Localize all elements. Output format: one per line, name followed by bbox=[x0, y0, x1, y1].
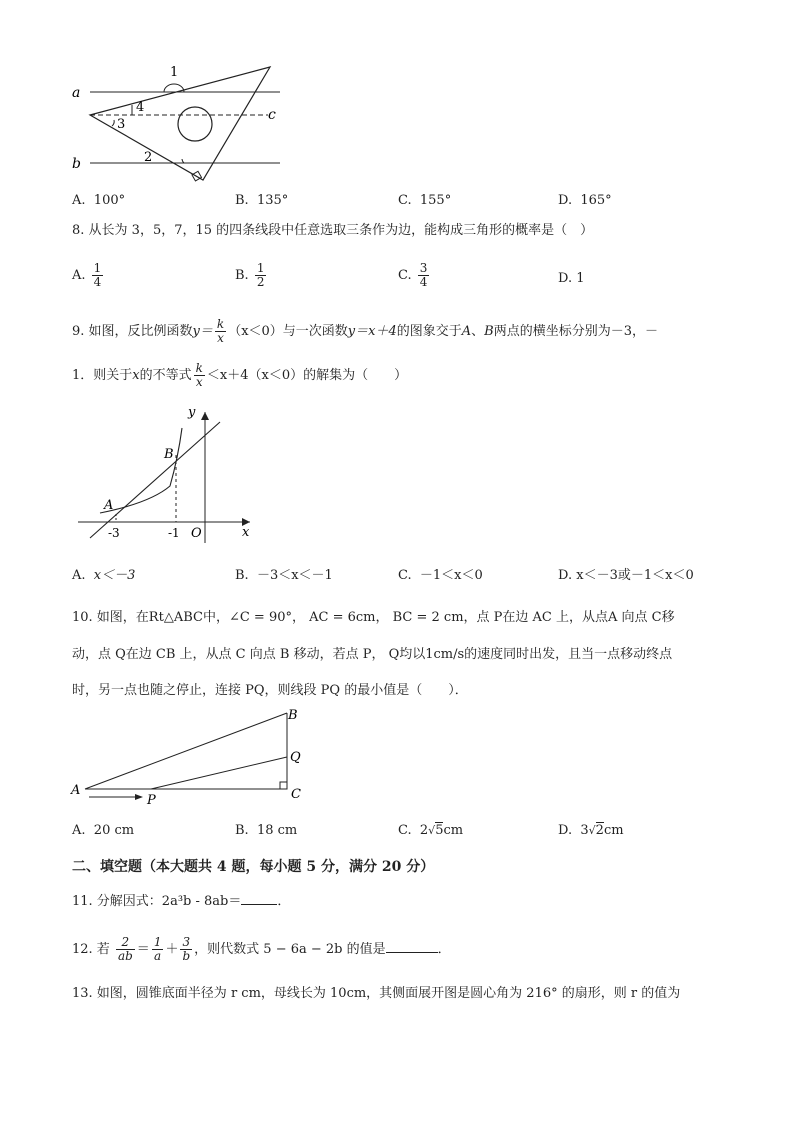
option-text: 135° bbox=[256, 193, 289, 208]
q9-option-a[interactable]: A. x＜－3 bbox=[72, 568, 136, 583]
q10-line3: 时，另一点也随之停止，连接 PQ，则线段 PQ 的最小值是（ ）． bbox=[72, 683, 468, 698]
q9-option-c[interactable]: C. －1＜x＜0 bbox=[398, 568, 483, 583]
graph-label-y: y bbox=[188, 405, 196, 420]
option-letter: C. bbox=[398, 268, 412, 283]
graph-label-x: x bbox=[242, 525, 250, 540]
fig10-label-C: C bbox=[291, 787, 301, 802]
q7-figure bbox=[60, 60, 300, 185]
option-letter: C. bbox=[398, 193, 412, 208]
q8-option-b[interactable] bbox=[235, 262, 268, 289]
q12: 12. 若 $\frac{2}{ab}$ ＝ $\frac{1}{a}$ ＋ $\frac{3}{b}$ ，则代数式 5 − 6a − 2b 的值是 ． bbox=[72, 935, 451, 963]
fraction: $\frac{3}{4}$ bbox=[419, 261, 428, 289]
graph-tick-m1: -1 bbox=[168, 526, 180, 540]
graph-label-B: B bbox=[164, 447, 174, 462]
angle-label-1: 1 bbox=[170, 65, 179, 80]
q10-figure bbox=[65, 705, 325, 810]
q9-option-b[interactable]: B. －3＜x＜－1 bbox=[235, 568, 333, 583]
q8-stem: 8. 从长为 3，5，7，15 的四条线段中任意选取三条作为边，能构成三角形的概率是（ ） bbox=[72, 223, 594, 238]
q7-option-a[interactable] bbox=[72, 192, 125, 210]
q10-option-b[interactable]: B. 18 cm bbox=[235, 823, 298, 838]
angle-label-2: 2 bbox=[144, 150, 153, 165]
angle-label-4: 4 bbox=[136, 100, 145, 115]
option-text: 1 bbox=[576, 271, 585, 286]
q9-graph bbox=[70, 398, 270, 548]
q9-line2: 1．则关于x的不等式 $\frac{k}{x}$ ＜x＋4（x＜0）的解集为（ ） bbox=[72, 361, 408, 389]
q13: 13. 如图，圆锥底面半径为 r cm，母线长为 10cm，其侧面展开图是圆心角为 216° 的扇形，则 r 的值为 bbox=[72, 986, 681, 1001]
graph-label-A: A bbox=[104, 498, 114, 513]
option-letter: D. bbox=[558, 193, 573, 208]
fraction: $\frac{1}{4}$ bbox=[93, 261, 102, 289]
q8-option-d[interactable] bbox=[558, 270, 585, 288]
q8-option-c[interactable] bbox=[398, 262, 431, 289]
section-2-title: 二、填空题（本大题共 4 题，每小题 5 分，满分 20 分） bbox=[72, 859, 435, 875]
option-letter: D. bbox=[558, 271, 573, 286]
graph-tick-m3: -3 bbox=[108, 526, 120, 540]
option-letter: A. bbox=[72, 193, 86, 208]
fig10-label-B: B bbox=[288, 708, 298, 723]
q10-option-a[interactable]: A. 20 cm bbox=[72, 823, 135, 838]
fraction: $\frac{1}{2}$ bbox=[256, 261, 265, 289]
answer-blank[interactable] bbox=[241, 892, 277, 905]
fig10-label-P: P bbox=[147, 793, 156, 808]
q11: 11. 分解因式：2a³b - 8ab＝ ． bbox=[72, 894, 291, 909]
q9-option-d[interactable]: D. x＜－3或－1＜x＜0 bbox=[558, 568, 694, 583]
q7-option-d[interactable] bbox=[558, 192, 612, 210]
option-letter: B. bbox=[235, 193, 249, 208]
option-text: 155° bbox=[419, 193, 452, 208]
graph-label-O: O bbox=[191, 526, 202, 541]
angle-label-3: 3 bbox=[117, 117, 126, 132]
q10-option-c[interactable]: C. 2√5cm bbox=[398, 823, 464, 838]
fig10-label-A: A bbox=[71, 783, 81, 798]
option-letter: A. bbox=[72, 268, 86, 283]
q7-option-b[interactable] bbox=[235, 192, 288, 210]
fig10-label-Q: Q bbox=[290, 750, 301, 765]
q7-option-c[interactable] bbox=[398, 192, 451, 210]
option-text: 100° bbox=[93, 193, 126, 208]
option-text: 165° bbox=[580, 193, 612, 208]
line-label-c: c bbox=[268, 107, 276, 123]
answer-blank[interactable] bbox=[386, 940, 438, 953]
q8-option-a[interactable] bbox=[72, 262, 105, 289]
option-letter: B. bbox=[235, 268, 249, 283]
line-label-a: a bbox=[72, 85, 81, 101]
q10-line1: 10. 如图，在Rt△ABC中，∠C = 90°， AC = 6cm， BC = 2 cm，点 P在边 AC 上，从点A 向点 C移 bbox=[72, 610, 675, 625]
q10-line2: 动，点 Q在边 CB 上，从点 C 向点 B 移动，若点 P， Q均以1cm/s的速度同时出发，且当一点移动终点 bbox=[72, 647, 673, 662]
q9-line1: 9. 如图，反比例函数y＝ $\frac{k}{x}$ （x＜0）与一次函数y＝x＋4的图象交于A、B两点的横坐标分别为－3，－ bbox=[72, 317, 659, 345]
q10-option-d[interactable]: D. 3√2cm bbox=[558, 823, 624, 838]
line-label-b: b bbox=[72, 156, 81, 172]
